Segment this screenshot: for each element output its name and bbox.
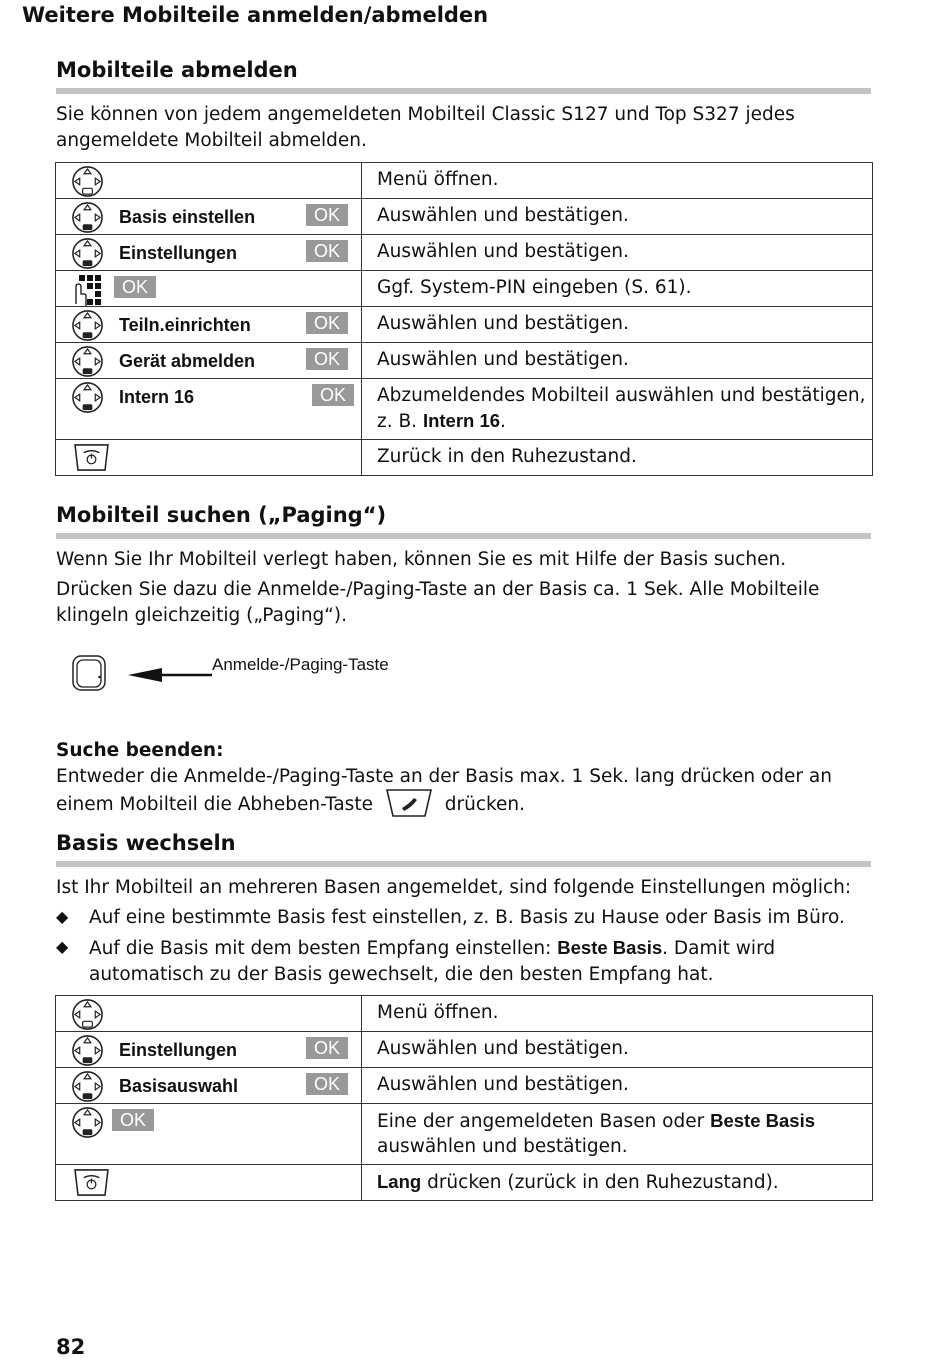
navigation-key-down-icon <box>71 201 104 234</box>
table-row <box>56 440 873 476</box>
suche-beenden-text: Entweder die Anmelde-/Paging-Taste an der Basis max. 1 Sek. lang drücken oder an <box>56 766 832 787</box>
table-row <box>56 271 873 307</box>
ok-key: OK <box>114 276 156 298</box>
step-description: Auswählen und bestätigen. <box>362 199 873 235</box>
bullet-diamond-icon: ◆ <box>56 907 69 926</box>
menu-item-label: Teiln.einrichten <box>119 315 251 335</box>
table-row <box>56 1032 873 1068</box>
section-rule <box>56 533 871 539</box>
navigation-key-down-icon <box>71 381 104 414</box>
ok-key: OK <box>306 204 348 226</box>
ok-key: OK <box>306 240 348 262</box>
step-description: Menü öffnen. <box>362 996 873 1032</box>
bullet-item: Auf eine bestimmte Basis fest einstellen, z. B. Basis zu Hause oder Basis im Büro. <box>89 907 845 928</box>
step-description: Zurück in den Ruhezustand. <box>362 440 873 476</box>
menu-item-label: Intern 16 <box>119 387 195 407</box>
bullet-diamond-icon: ◆ <box>56 937 69 956</box>
step-description: Auswählen und bestätigen. <box>362 1032 873 1068</box>
keypad-icon <box>73 274 107 307</box>
end-key-icon <box>73 1168 110 1197</box>
menu-item-label: Einstellungen <box>119 243 238 263</box>
section-rule <box>56 88 871 94</box>
step-description: Ggf. System-PIN eingeben (S. 61). <box>362 271 873 307</box>
table-row <box>56 163 873 199</box>
navigation-key-icon <box>71 998 104 1031</box>
table-row <box>56 1165 873 1201</box>
menu-item-label: Einstellungen <box>119 1040 238 1060</box>
table-row <box>56 996 873 1032</box>
table-row <box>56 1068 873 1104</box>
ok-key: OK <box>306 1037 348 1059</box>
section2-paragraph-1: Wenn Sie Ihr Mobilteil verlegt haben, können Sie es mit Hilfe der Basis suchen. <box>56 549 787 570</box>
table-row <box>56 235 873 271</box>
navigation-key-down-icon <box>71 1070 104 1103</box>
ok-key: OK <box>306 312 348 334</box>
table-row <box>56 199 873 235</box>
step-description: Eine der angemeldeten Basen oder Beste Basis auswählen und bestätigen. <box>362 1104 873 1165</box>
menu-item-label: Gerät abmelden <box>119 351 256 371</box>
steps-table-abmelden <box>55 162 873 476</box>
step-description: Auswählen und bestätigen. <box>362 1068 873 1104</box>
step-description: Auswählen und bestätigen. <box>362 307 873 343</box>
section-rule <box>56 861 871 867</box>
step-description: Auswählen und bestätigen. <box>362 343 873 379</box>
ok-key: OK <box>306 348 348 370</box>
table-row <box>56 379 873 440</box>
table-row <box>56 343 873 379</box>
section-title-mobilteil-suchen: Mobilteil suchen („Paging“) <box>56 503 387 527</box>
navigation-key-down-icon <box>71 309 104 342</box>
section1-intro: Sie können von jedem angemeldeten Mobilteil Classic S127 und Top S327 jedes angemeldete Mobilteil abmelden. <box>56 104 795 151</box>
navigation-key-down-icon <box>71 1106 104 1139</box>
ok-key: OK <box>112 1109 154 1131</box>
page-heading: Weitere Mobilteile anmelden/abmelden <box>22 3 489 27</box>
suche-beenden-heading: Suche beenden: <box>56 740 224 761</box>
ok-key: OK <box>306 1073 348 1095</box>
page-number: 82 <box>56 1335 86 1359</box>
navigation-key-down-icon <box>71 1034 104 1067</box>
section-title-mobilteile-abmelden: Mobilteile abmelden <box>56 58 298 82</box>
navigation-key-down-icon <box>71 237 104 270</box>
section2-paragraph-2: Drücken Sie dazu die Anmelde-/Paging-Taste an der Basis ca. 1 Sek. Alle Mobilteile klingeln gleichzeitig („Paging“). <box>56 579 820 626</box>
talk-key-icon <box>385 788 433 818</box>
bullet-item: Auf die Basis mit dem besten Empfang einstellen: Beste Basis. Damit wird automatisch zu der Basis gewechselt, die den besten Empfang hat. <box>89 937 776 985</box>
table-row <box>56 1104 873 1165</box>
step-description: Lang drücken (zurück in den Ruhezustand). <box>362 1165 873 1201</box>
paging-key-icon <box>72 655 106 691</box>
table-row <box>56 307 873 343</box>
navigation-key-icon <box>71 165 104 198</box>
ok-key: OK <box>312 384 354 406</box>
steps-table-basis-wechseln <box>55 995 873 1201</box>
menu-item-label: Basis einstellen <box>119 207 256 227</box>
step-description: Menü öffnen. <box>362 163 873 199</box>
section3-intro: Ist Ihr Mobilteil an mehreren Basen angemeldet, sind folgende Einstellungen möglich: <box>56 877 852 898</box>
navigation-key-down-icon <box>71 345 104 378</box>
menu-item-label: Basisauswahl <box>119 1076 239 1096</box>
step-description: Auswählen und bestätigen. <box>362 235 873 271</box>
end-key-icon <box>73 443 110 472</box>
suche-beenden-text-2: einem Mobilteil die Abheben-Taste drücken. <box>56 790 876 820</box>
section-title-basis-wechseln: Basis wechseln <box>56 831 236 855</box>
step-description: Abzumeldendes Mobilteil auswählen und bestätigen, z. B. Intern 16. <box>362 379 873 440</box>
paging-key-label: Anmelde-/Paging-Taste <box>212 655 389 674</box>
arrow-left-icon <box>126 664 214 686</box>
